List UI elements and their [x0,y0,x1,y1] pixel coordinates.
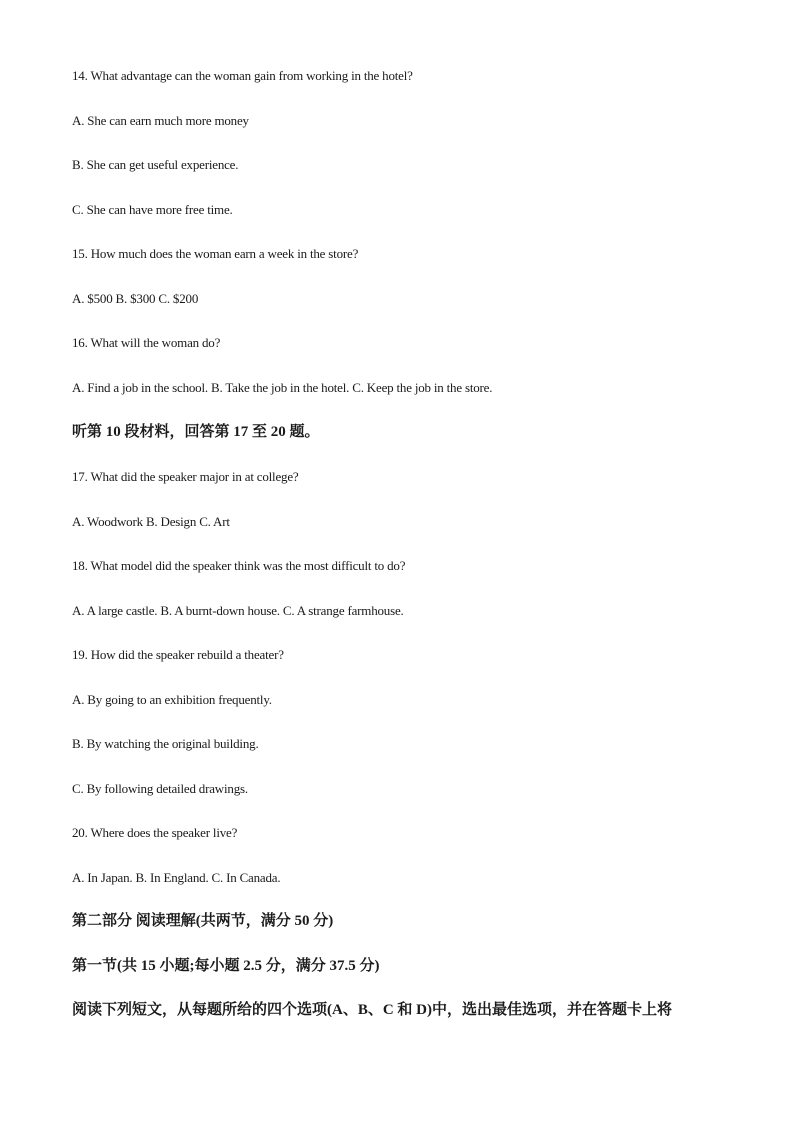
question-14-option-b: B. She can get useful experience. [72,157,239,172]
question-17: 17. What did the speaker major in at college? [72,469,299,484]
question-19-option-a: A. By going to an exhibition frequently. [72,692,272,707]
section-instruction-17-20: 听第 10 段材料，回答第 17 至 20 题。 [72,424,320,440]
question-14: 14. What advantage can the woman gain from working in the hotel? [72,68,413,83]
question-16: 16. What will the woman do? [72,335,221,350]
part-two-heading: 第二部分 阅读理解(共两节，满分 50 分) [72,913,334,929]
question-20-options: A. In Japan. B. In England. C. In Canada. [72,870,281,885]
question-15-options: A. $500 B. $300 C. $200 [72,291,199,306]
question-19: 19. How did the speaker rebuild a theater? [72,647,284,662]
question-14-option-a: A. She can earn much more money [72,113,249,128]
question-14-option-c: C. She can have more free time. [72,202,233,217]
question-20: 20. Where does the speaker live? [72,825,238,840]
question-19-option-c: C. By following detailed drawings. [72,781,248,796]
reading-instruction: 阅读下列短文，从每题所给的四个选项(A、B、C 和 D)中，选出最佳选项，并在答题卡上将 [72,1002,672,1018]
section-one-heading: 第一节(共 15 小题;每小题 2.5 分，满分 37.5 分) [72,958,380,974]
question-15: 15. How much does the woman earn a week in the store? [72,246,359,261]
question-18: 18. What model did the speaker think was the most difficult to do? [72,558,406,573]
question-17-options: A. Woodwork B. Design C. Art [72,514,230,529]
question-18-options: A. A large castle. B. A burnt-down house. C. A strange farmhouse. [72,603,404,618]
question-19-option-b: B. By watching the original building. [72,736,259,751]
question-16-options: A. Find a job in the school. B. Take the job in the hotel. C. Keep the job in the store. [72,380,493,395]
